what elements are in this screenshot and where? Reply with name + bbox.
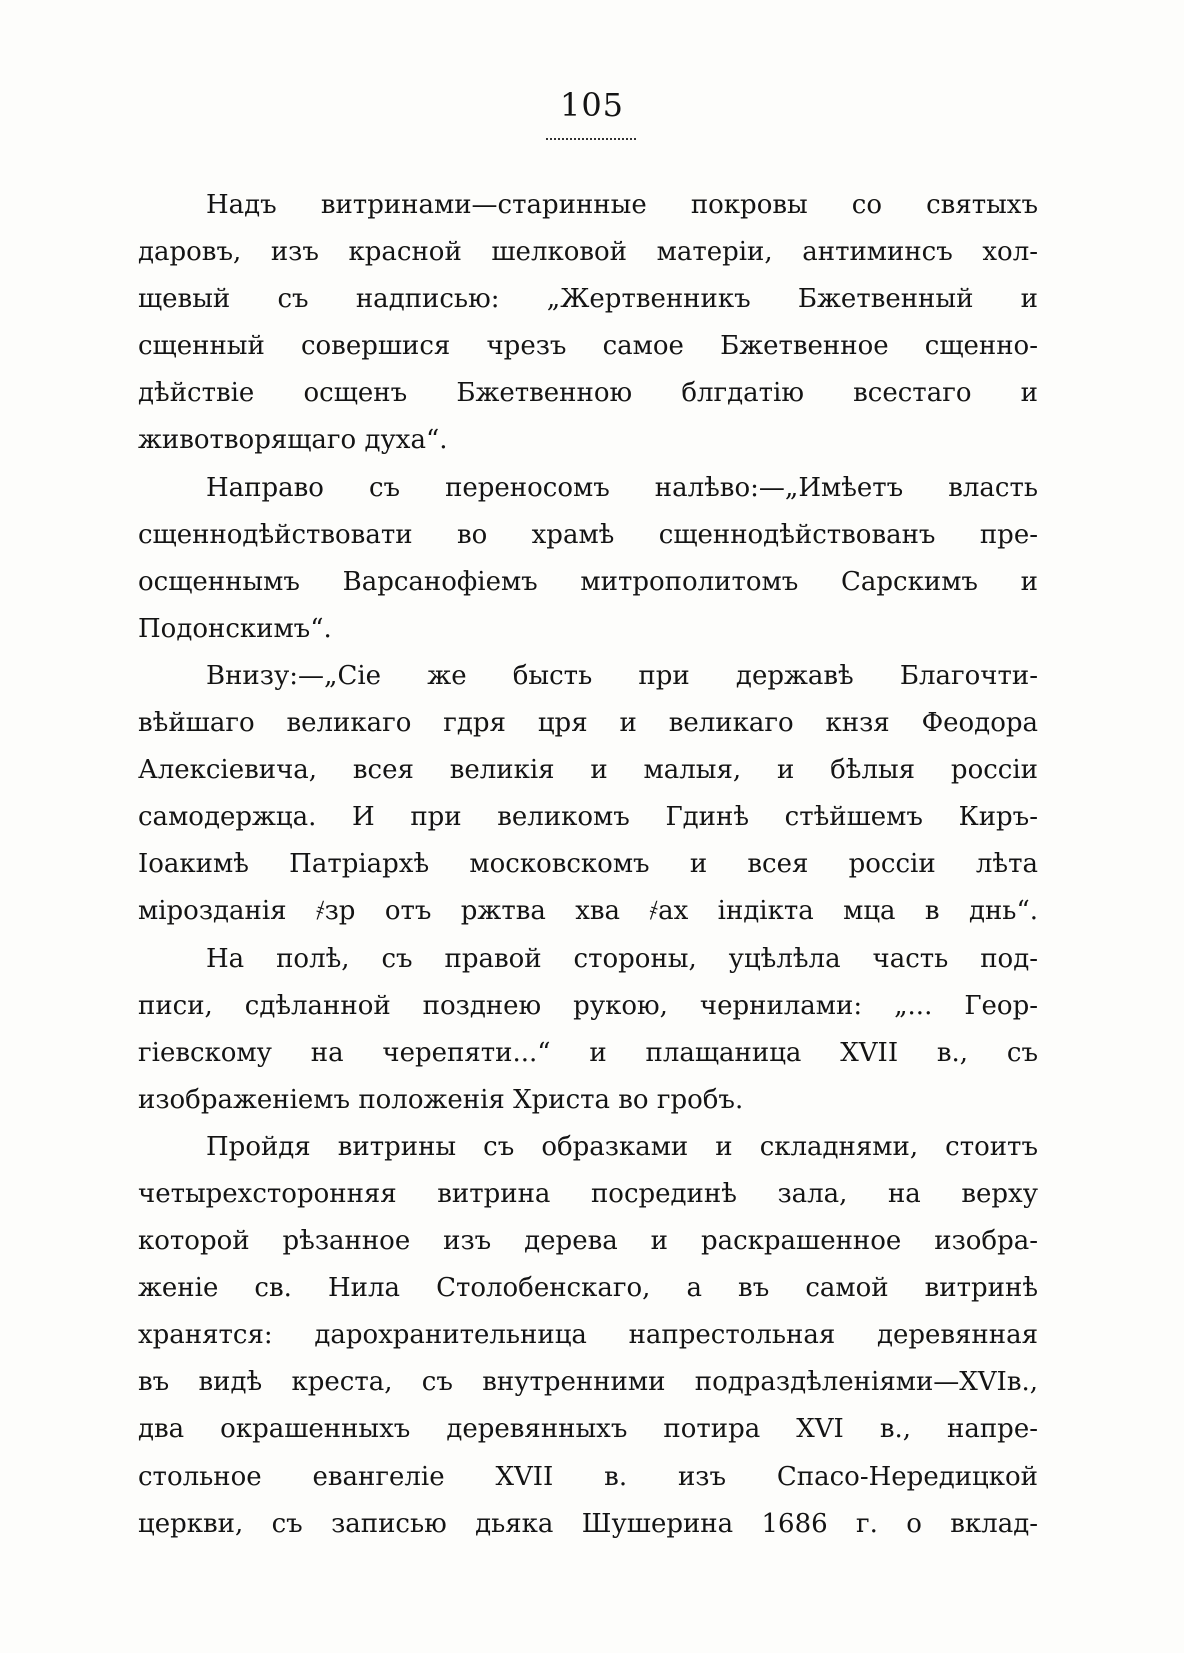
text-line: даровъ, изъ красной шелковой матеріи, антиминсъ хол- <box>138 237 1038 268</box>
text-line: церкви, съ записью дьяка Шушерина 1686 г. о вклад- <box>138 1508 1038 1539</box>
text-line: писи, сдѣланной позднею рукою, чернилами: „... Геор- <box>138 990 1038 1021</box>
text-line: изображеніемъ положенія Христа во гробъ. <box>138 1084 744 1115</box>
paragraph-4 <box>138 936 1038 1124</box>
text-line: мірозданія ҂зр отъ ржтва хва ҂ах індікта мца в днь“. <box>138 896 1038 927</box>
text-line: въ видѣ креста, съ внутренними подраздѣленіями—XVIв., <box>138 1367 1038 1398</box>
text-line: которой рѣзанное изъ дерева и раскрашенное изобра- <box>138 1226 1038 1257</box>
text-line: Алексіевича, всея великія и малыя, и бѣлыя россіи <box>138 755 1038 786</box>
text-line: хранятся: дарохранительница напрестольная деревянная <box>138 1320 1038 1351</box>
text-line: четырехсторонняя витрина посрединѣ зала, на верху <box>138 1178 1038 1209</box>
text-line: Направо съ переносомъ налѣво:—„Имѣетъ власть <box>206 472 1038 503</box>
page-text <box>138 182 1038 1548</box>
text-line: два окрашенныхъ деревянныхъ потира XVI в., напре- <box>138 1414 1038 1445</box>
text-line: осщеннымъ Варсанофіемъ митрополитомъ Сарскимъ и <box>138 566 1038 597</box>
page-number-rule <box>546 138 636 140</box>
paragraph-5 <box>138 1124 1038 1548</box>
text-line: вѣйшаго великаго гдря цря и великаго кнзя Феодора <box>138 708 1038 739</box>
text-line: Внизу:—„Сіе же бысть при державѣ Благочти- <box>206 660 1038 691</box>
text-line: Пройдя витрины съ образками и складнями, стоитъ <box>206 1131 1038 1162</box>
page-number: 105 <box>559 86 625 124</box>
text-line: гіевскому на черепяти...“ и плащаница XVII в., съ <box>138 1037 1038 1068</box>
text-line: сщенный совершися чрезъ самое Бжетвенное сщенно- <box>138 331 1038 362</box>
paragraph-1 <box>138 182 1038 465</box>
text-line: На полѣ, съ правой стороны, уцѣлѣла часть под- <box>206 943 1038 974</box>
text-line: самодержца. И при великомъ Гдинѣ стѣйшемъ Киръ- <box>138 802 1038 833</box>
paragraph-2 <box>138 465 1038 653</box>
text-line: сщеннодѣйствовати во храмѣ сщеннодѣйствованъ пре- <box>138 519 1038 550</box>
text-line: дѣйствіе осщенъ Бжетвенною блгдатію всестаго и <box>138 378 1038 409</box>
text-line: Іоакимѣ Патріархѣ московскомъ и всея россіи лѣта <box>138 849 1038 880</box>
text-line: женіе св. Нила Столобенскаго, а въ самой витринѣ <box>138 1273 1038 1304</box>
paragraph-3 <box>138 653 1038 936</box>
text-line: Надъ витринами—старинные покровы со святыхъ <box>206 190 1038 220</box>
text-line: щевый съ надписью: „Жертвенникъ Бжетвенный и <box>138 284 1038 315</box>
text-line: стольное евангеліе XVII в. изъ Спасо-Нередицкой <box>138 1461 1038 1492</box>
text-line: животворящаго духа“. <box>138 425 448 456</box>
text-line: Подонскимъ“. <box>138 613 332 644</box>
